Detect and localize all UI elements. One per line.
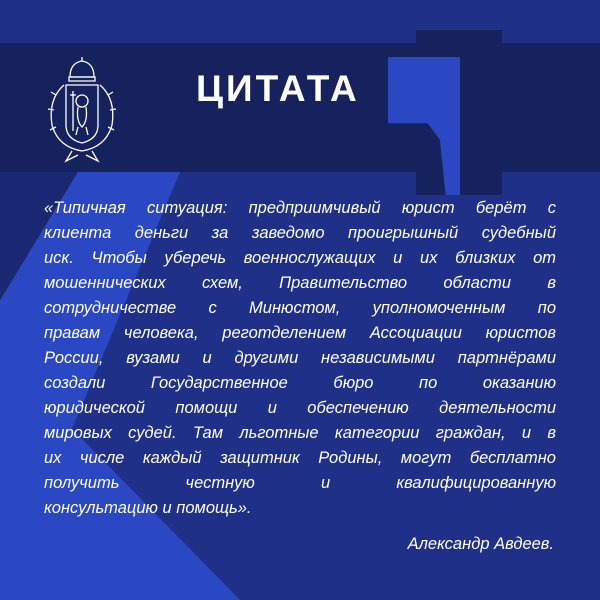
quote-author: Александр Авдеев. <box>407 535 554 553</box>
quote-line: получить честную и квалифицированную <box>44 474 556 492</box>
quote-line: консультацию и помощь». <box>44 499 252 517</box>
page-title: ЦИТАТА <box>196 68 360 109</box>
quote-line: сотрудничестве с Минюстом, уполномоченным по <box>44 299 556 317</box>
quote-line: мировых судей. Там льготные категории граждан, и в <box>44 424 556 442</box>
quote-line: создали Государственное бюро по оказанию <box>44 374 556 392</box>
quote-text <box>44 196 556 521</box>
quote-line: их числе каждый защитник Родины, могут бесплатно <box>44 449 556 467</box>
coat-of-arms-icon <box>42 55 122 165</box>
quote-line: «Типичная ситуация: предприимчивый юрист берёт с <box>44 199 556 217</box>
quote-line: клиента деньги за заведомо проигрышный судебный <box>44 224 556 242</box>
quote-line: мошеннических схем, Правительство области в <box>44 274 556 292</box>
quote-line: правам человека, реготделением Ассоциации юристов <box>44 324 556 342</box>
quote-line: России, вузами и другими независимыми партнёрами <box>44 349 556 367</box>
quote-line: иск. Чтобы уберечь военнослужащих и их близких от <box>44 249 556 267</box>
quote-line: юридической помощи и обеспечению деятельности <box>44 399 556 417</box>
